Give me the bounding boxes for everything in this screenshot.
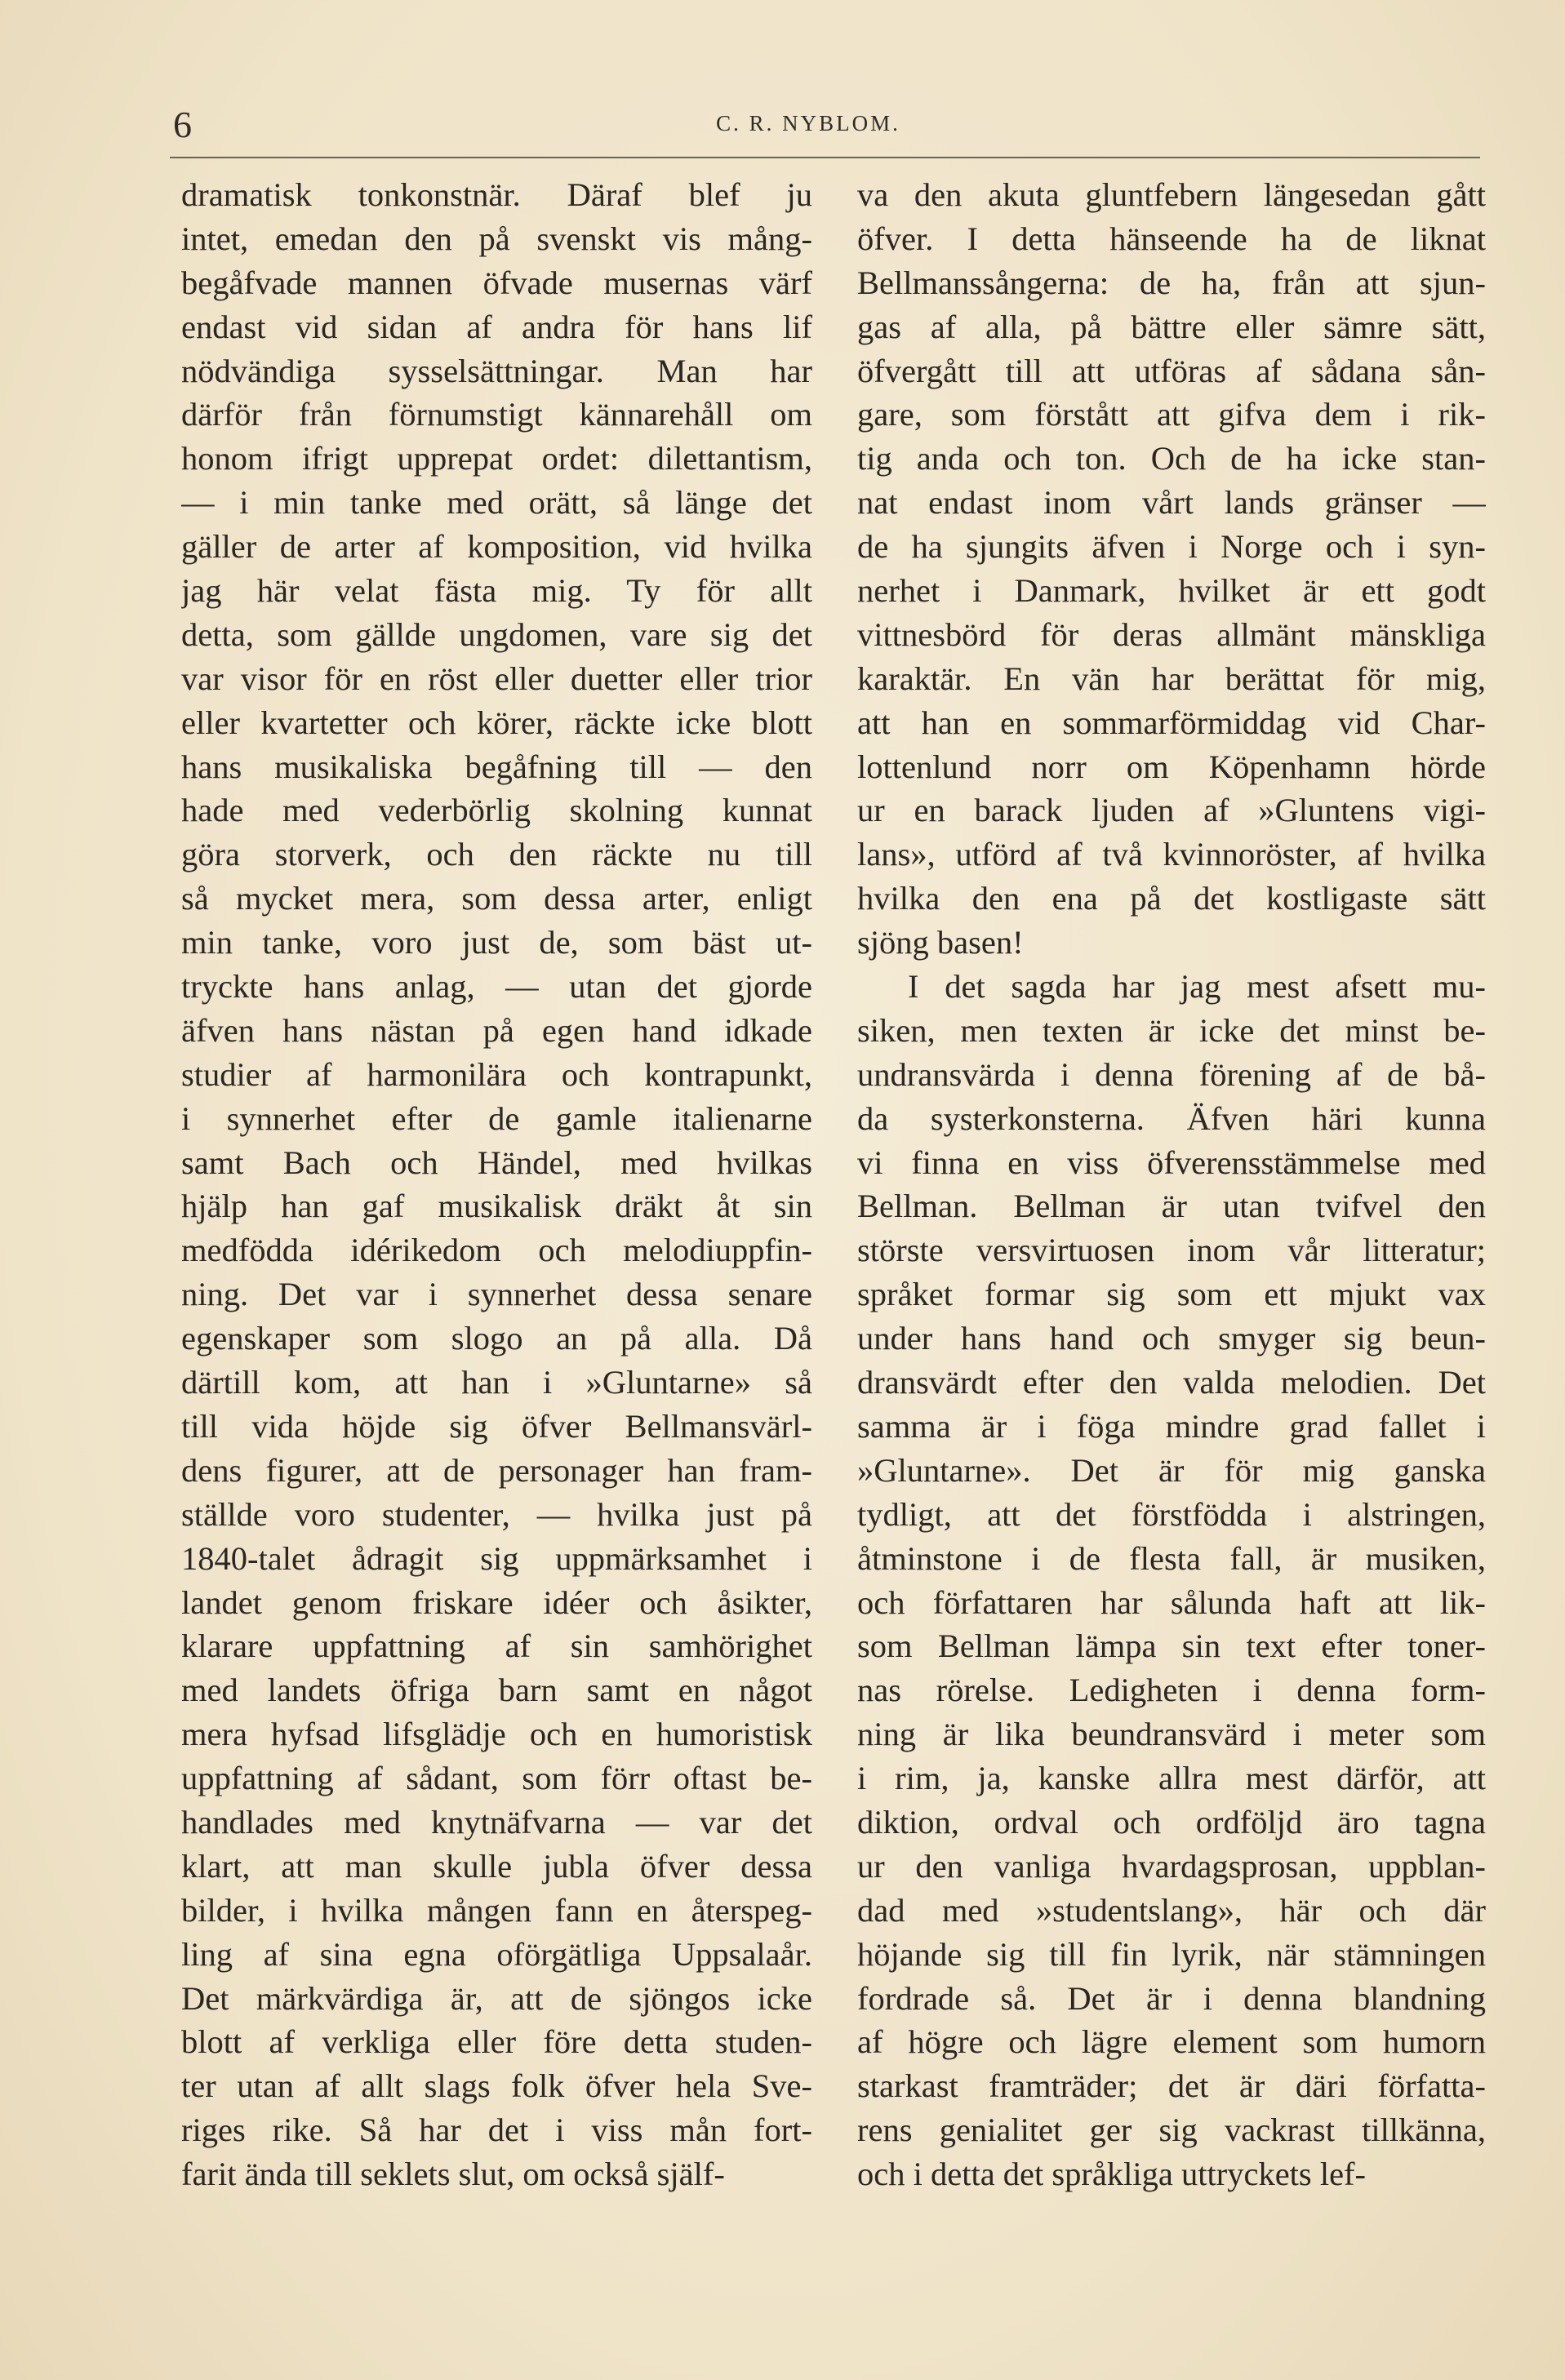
right-column-line: dad med »studentslang», här och där bbox=[857, 1891, 1486, 1929]
right-column-line: nas rörelse. Ledigheten i denna form- bbox=[857, 1672, 1486, 1709]
right-column bbox=[857, 173, 1486, 2196]
header-rule bbox=[170, 157, 1480, 158]
left-column-line: samt Bach och Händel, med hvilkas bbox=[181, 1143, 812, 1181]
right-column-line: nerhet i Danmark, hvilket är ett godt bbox=[857, 572, 1486, 610]
left-column-line: dens figurer, att de personager han fram- bbox=[181, 1451, 812, 1489]
left-column-line: studier af harmonilära och kontrapunkt, bbox=[181, 1055, 812, 1093]
left-column-line: Det märkvärdiga är, att de sjöngos icke bbox=[181, 1979, 812, 2017]
left-column-line: eller kvartetter och körer, räckte icke blott bbox=[181, 704, 812, 741]
right-column-line: höjande sig till fin lyrik, när stämningen bbox=[857, 1935, 1486, 1973]
right-column-line: da systerkonsterna. Äfven häri kunna bbox=[857, 1099, 1486, 1137]
right-column-line: nat endast inom vårt lands gränser — bbox=[857, 484, 1486, 522]
left-column-line: begåfvade mannen öfvade musernas värf bbox=[181, 264, 812, 301]
left-column-line: bilder, i hvilka mången fann en återspeg- bbox=[181, 1891, 812, 1929]
left-column-line: landet genom friskare idéer och åsikter, bbox=[181, 1583, 812, 1621]
left-column-line: riges rike. Så har det i viss mån fort- bbox=[181, 2111, 812, 2149]
right-column-line: lottenlund norr om Köpenhamn hörde bbox=[857, 748, 1486, 785]
right-column-line: af högre och lägre element som humorn bbox=[857, 2023, 1486, 2061]
right-column-line: tig anda och ton. Och de ha icke stan- bbox=[857, 440, 1486, 477]
page-number: 6 bbox=[173, 104, 192, 145]
left-column-line: endast vid sidan af andra för hans lif bbox=[181, 308, 812, 345]
right-column-line: samma är i föga mindre grad fallet i bbox=[857, 1407, 1486, 1445]
right-column-line: språket formar sig som ett mjukt vax bbox=[857, 1276, 1486, 1313]
left-column-line: blott af verkliga eller före detta studen- bbox=[181, 2023, 812, 2061]
left-column-line: — i min tanke med orätt, så länge det bbox=[181, 484, 812, 522]
right-column-line: »Gluntarne». Det är för mig ganska bbox=[857, 1451, 1486, 1489]
right-column-line: öfver. I detta hänseende ha de liknat bbox=[857, 220, 1486, 257]
left-column-line: detta, som gällde ungdomen, vare sig det bbox=[181, 615, 812, 653]
left-column-line: ling af sina egna oförgätliga Uppsalaår. bbox=[181, 1935, 812, 1973]
left-column-line: honom ifrigt upprepat ordet: dilettantism, bbox=[181, 440, 812, 477]
right-column-line: att han en sommarförmiddag vid Char- bbox=[857, 704, 1486, 741]
right-column-line: dransvärdt efter den valda melodien. Det bbox=[857, 1364, 1486, 1401]
right-column-line: tydligt, att det förstfödda i alstringen, bbox=[857, 1495, 1486, 1533]
right-column-line: störste versvirtuosen inom vår litteratur; bbox=[857, 1232, 1486, 1269]
left-column-line: var visor för en röst eller duetter eller trior bbox=[181, 659, 812, 697]
left-column-line: dramatisk tonkonstnär. Däraf blef ju bbox=[181, 176, 812, 213]
right-column-line: lans», utförd af två kvinnoröster, af hvilka bbox=[857, 836, 1486, 873]
right-column-line: och författaren har sålunda haft att lik- bbox=[857, 1583, 1486, 1621]
left-column-line: medfödda idérikedom och melodiuppfin- bbox=[181, 1232, 812, 1269]
right-column-line: Bellmanssångerna: de ha, från att sjun- bbox=[857, 264, 1486, 301]
left-column-line: uppfattning af sådant, som förr oftast be- bbox=[181, 1760, 812, 1797]
left-column-line: därför från förnumstigt kännarehåll om bbox=[181, 396, 812, 433]
left-column-line: klarare uppfattning af sin samhörighet bbox=[181, 1627, 812, 1665]
left-column-line: tryckte hans anlag, — utan det gjorde bbox=[181, 968, 812, 1006]
left-column-line: ning. Det var i synnerhet dessa senare bbox=[181, 1276, 812, 1313]
left-column-line: göra storverk, och den räckte nu till bbox=[181, 836, 812, 873]
left-column-line: nödvändiga sysselsättningar. Man har bbox=[181, 352, 812, 389]
right-column-line: sjöng basen! bbox=[857, 924, 1024, 961]
left-column-line: ställde voro studenter, — hvilka just på bbox=[181, 1495, 812, 1533]
left-column-line: 1840-talet ådragit sig uppmärksamhet i bbox=[181, 1539, 812, 1577]
left-column-line: därtill kom, att han i »Gluntarne» så bbox=[181, 1364, 812, 1401]
right-column-line: siken, men texten är icke det minst be- bbox=[857, 1011, 1486, 1049]
right-column-line: ning är lika beundransvärd i meter som bbox=[857, 1716, 1486, 1753]
right-column-line: i rim, ja, kanske allra mest därför, att bbox=[857, 1760, 1486, 1797]
right-column-line: karaktär. En vän har berättat för mig, bbox=[857, 659, 1486, 697]
right-column-line: vi finna en viss öfverensstämmelse med bbox=[857, 1143, 1486, 1181]
right-column-line: hvilka den ena på det kostligaste sätt bbox=[857, 880, 1486, 917]
left-column-line: gäller de arter af komposition, vid hvilka bbox=[181, 528, 812, 566]
right-column-line: Bellman. Bellman är utan tvifvel den bbox=[857, 1188, 1486, 1225]
right-column-line: gare, som förstått att gifva dem i rik- bbox=[857, 396, 1486, 433]
right-column-line: ur den vanliga hvardagsprosan, uppblan- bbox=[857, 1847, 1486, 1885]
left-column-line: hjälp han gaf musikalisk dräkt åt sin bbox=[181, 1188, 812, 1225]
right-column-line: diktion, ordval och ordföljd äro tagna bbox=[857, 1803, 1486, 1841]
right-column-line: fordrade så. Det är i denna blandning bbox=[857, 1979, 1486, 2017]
left-column-line: med landets öfriga barn samt en något bbox=[181, 1672, 812, 1709]
left-column-line: intet, emedan den på svenskt vis mång- bbox=[181, 220, 812, 257]
right-column-line: öfvergått till att utföras af sådana sån- bbox=[857, 352, 1486, 389]
left-column-line: mera hyfsad lifsglädje och en humoristisk bbox=[181, 1716, 812, 1753]
right-column-line: va den akuta gluntfebern längesedan gått bbox=[857, 176, 1486, 213]
left-column-line: min tanke, voro just de, som bäst ut- bbox=[181, 924, 812, 961]
right-column-line: vittnesbörd för deras allmänt mänskliga bbox=[857, 615, 1486, 653]
left-column bbox=[181, 173, 812, 2196]
left-column-line: klart, att man skulle jubla öfver dessa bbox=[181, 1847, 812, 1885]
right-column-line: ur en barack ljuden af »Gluntens vigi- bbox=[857, 792, 1486, 829]
right-column-line: rens genialitet ger sig vackrast tillkänna, bbox=[857, 2111, 1486, 2149]
right-column-line: under hans hand och smyger sig beun- bbox=[857, 1320, 1486, 1357]
running-head: C. R. NYBLOM. bbox=[716, 111, 900, 135]
right-column-line: som Bellman lämpa sin text efter toner- bbox=[857, 1627, 1486, 1665]
right-column-line: de ha sjungits äfven i Norge och i syn- bbox=[857, 528, 1486, 566]
left-column-line: i synnerhet efter de gamle italienarne bbox=[181, 1099, 812, 1137]
left-column-line: så mycket mera, som dessa arter, enligt bbox=[181, 880, 812, 917]
right-column-line: och i detta det språkliga uttryckets lef- bbox=[857, 2156, 1367, 2193]
left-column-line: hans musikaliska begåfning till — den bbox=[181, 748, 812, 785]
right-column-line: undransvärda i denna förening af de bå- bbox=[857, 1055, 1486, 1093]
right-column-line: gas af alla, på bättre eller sämre sätt, bbox=[857, 308, 1486, 345]
left-column-line: till vida höjde sig öfver Bellmansvärl- bbox=[181, 1407, 812, 1445]
right-column-line: åtminstone i de flesta fall, är musiken, bbox=[857, 1539, 1486, 1577]
right-column-line: I det sagda har jag mest afsett mu- bbox=[908, 968, 1486, 1006]
left-column-line: äfven hans nästan på egen hand idkade bbox=[181, 1011, 812, 1049]
left-column-line: egenskaper som slogo an på alla. Då bbox=[181, 1320, 812, 1357]
left-column-line: ter utan af allt slags folk öfver hela Sve- bbox=[181, 2067, 812, 2105]
left-column-line: farit ända till seklets slut, om också själf- bbox=[181, 2156, 725, 2193]
right-column-line: starkast framträder; det är däri författa- bbox=[857, 2067, 1486, 2105]
left-column-line: jag här velat fästa mig. Ty för allt bbox=[181, 572, 812, 610]
left-column-line: hade med vederbörlig skolning kunnat bbox=[181, 792, 812, 829]
left-column-line: handlades med knytnäfvarna — var det bbox=[181, 1803, 812, 1841]
